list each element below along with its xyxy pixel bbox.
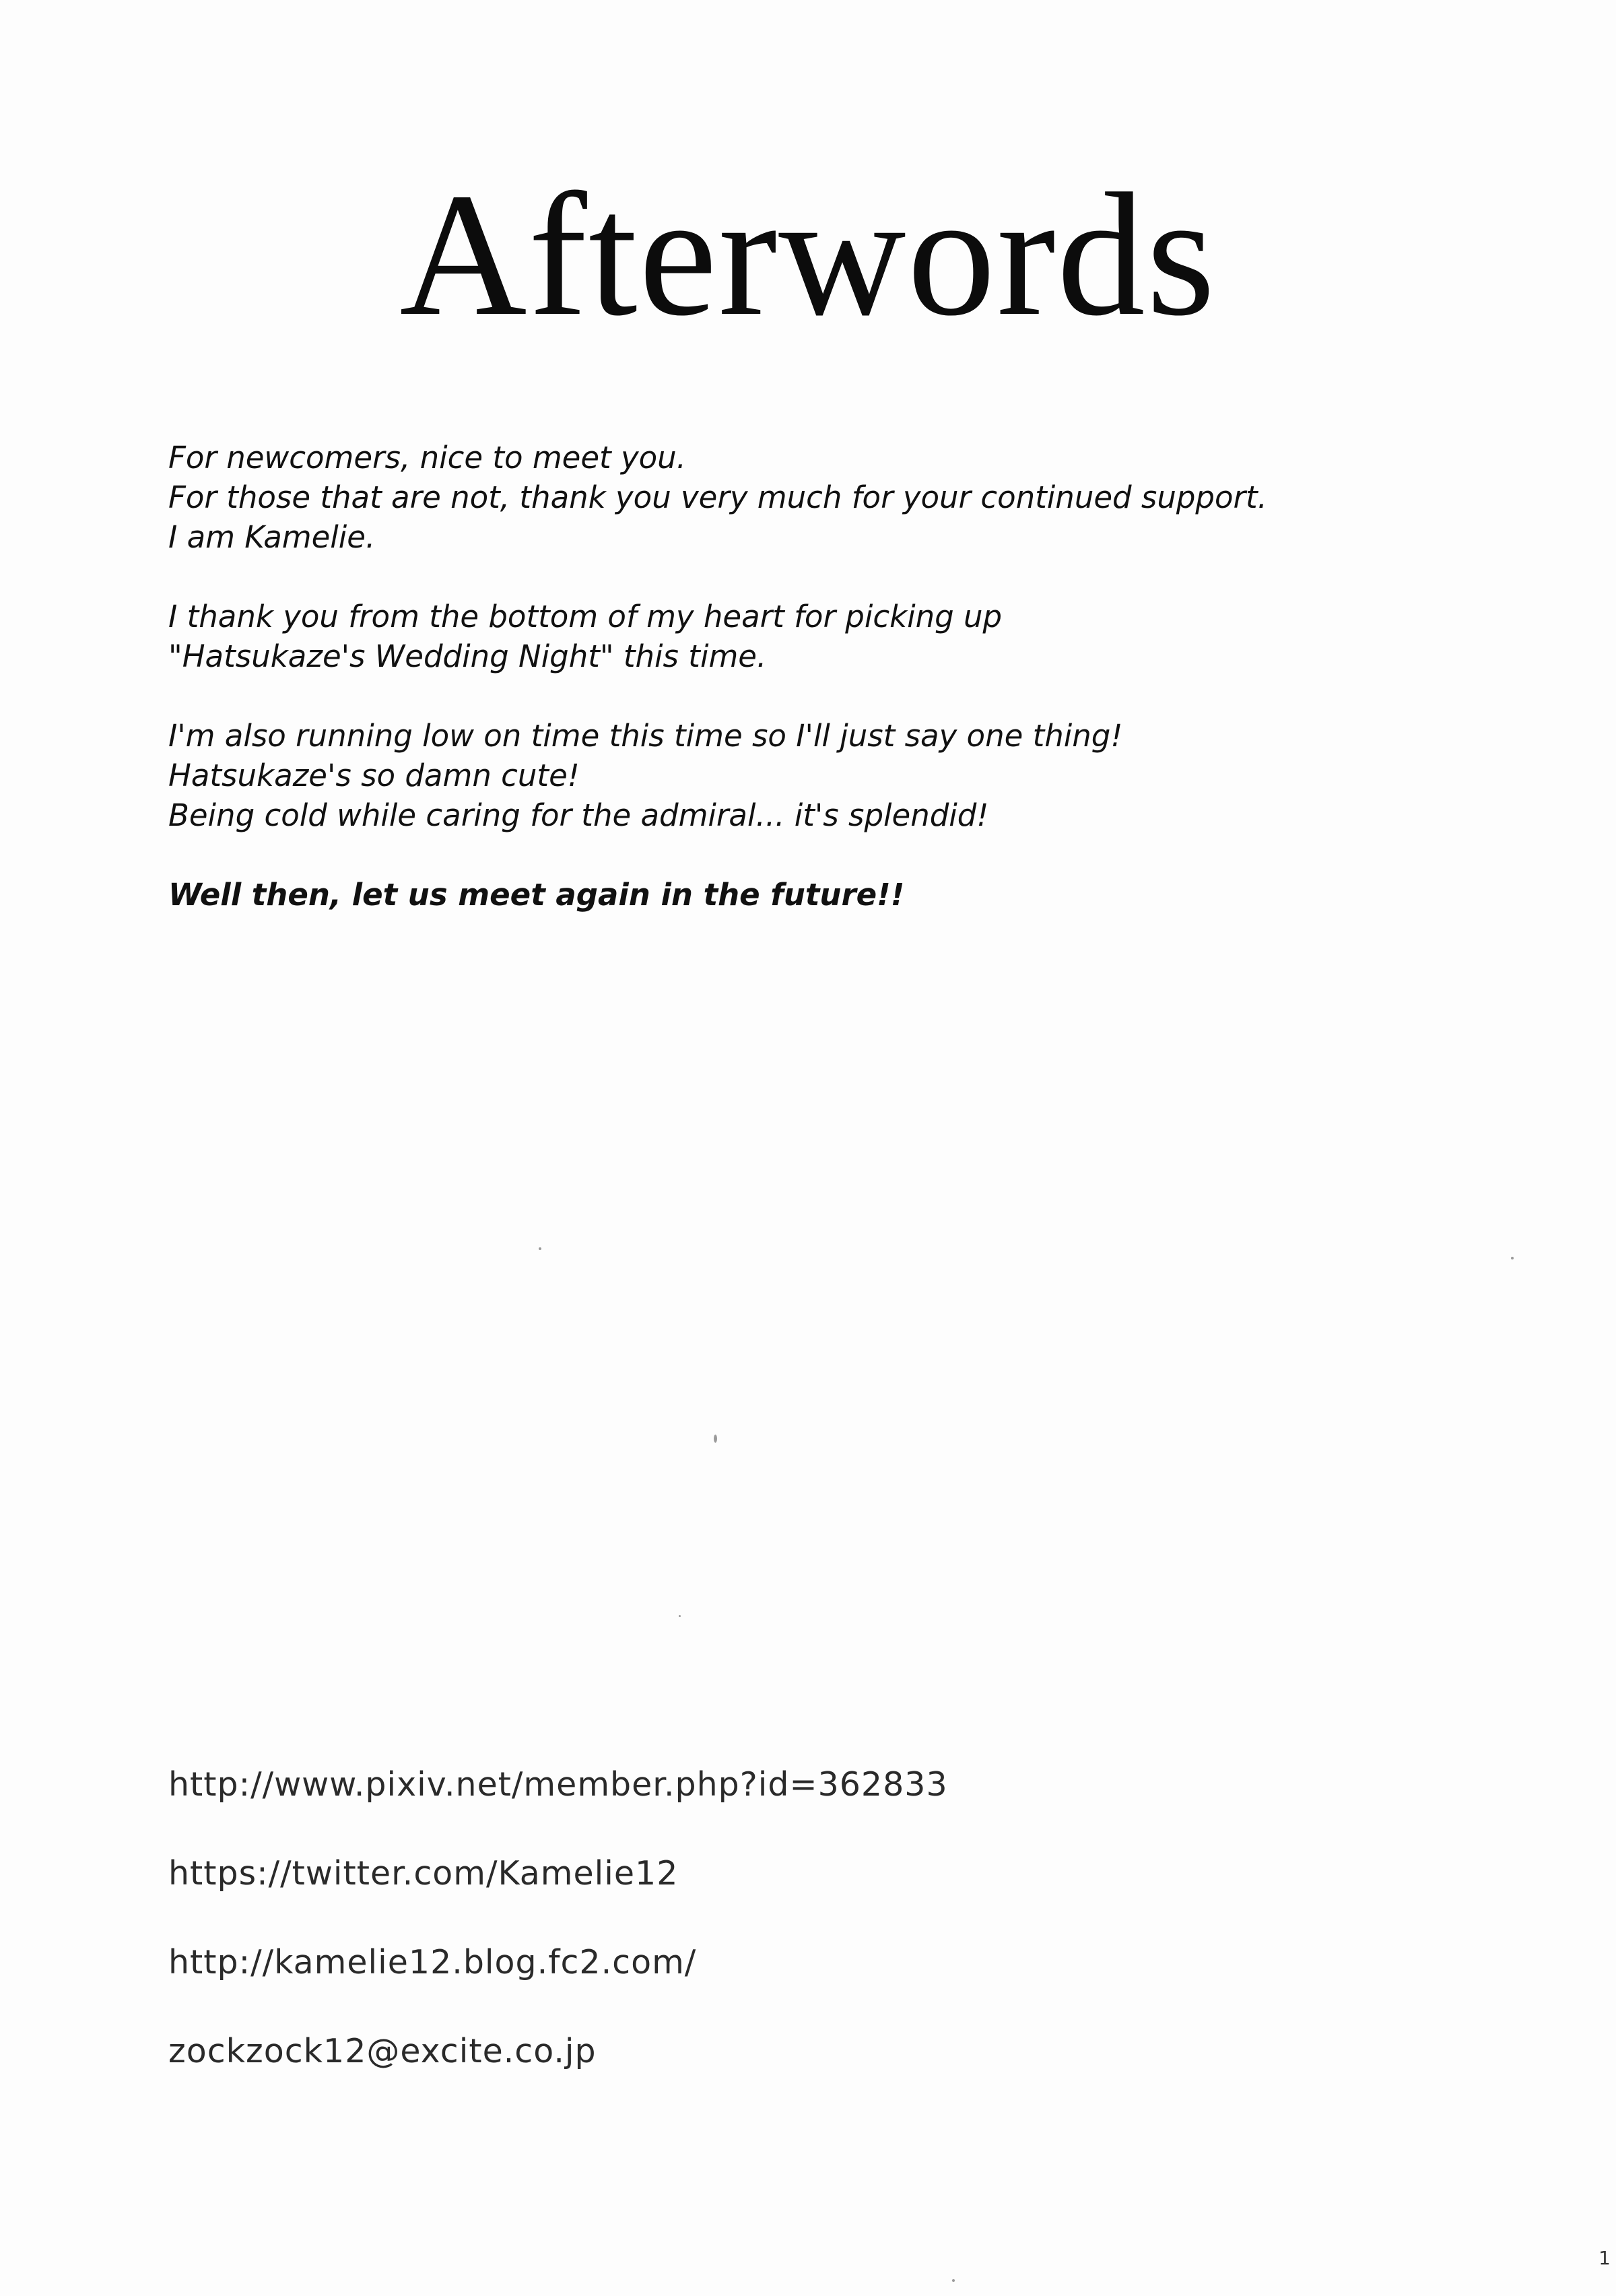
message-paragraph [168,716,1515,835]
message-paragraph [168,597,1515,676]
message-line: "Hatsukaze's Wedding Night" this time. [168,638,767,674]
scan-speck [679,1615,681,1617]
email-address[interactable]: zockzock12@excite.co.jp [168,2032,597,2070]
message-line: Being cold while caring for the admiral... it's splendid! [168,797,989,833]
page-title: Afterwords [399,157,1217,352]
message-line: Hatsukaze's so damn cute! [168,758,580,793]
scan-speck [539,1247,541,1250]
contact-links [168,1765,1380,2120]
scan-speck [1511,1257,1514,1259]
scan-speck [714,1435,717,1443]
message-line: I thank you from the bottom of my heart for picking up [168,599,1003,634]
afterword-message [168,438,1515,954]
message-line: I am Kamelie. [168,519,376,555]
message-line: I'm also running low on time this time so I'll just say one thing! [168,718,1123,754]
blog-link[interactable]: http://kamelie12.blog.fc2.com/ [168,1943,697,1981]
message-line: Well then, let us meet again in the future!! [168,877,905,913]
twitter-link[interactable]: https://twitter.com/Kamelie12 [168,1854,679,1893]
pixiv-link[interactable]: http://www.pixiv.net/member.php?id=362833 [168,1765,948,1804]
message-paragraph [168,875,1515,915]
message-line: For those that are not, thank you very much for your continued support. [168,480,1267,515]
message-line: For newcomers, nice to meet you. [168,440,686,475]
page-number: 1 [1598,2247,1611,2269]
scan-speck [952,2279,955,2282]
message-paragraph [168,438,1515,557]
